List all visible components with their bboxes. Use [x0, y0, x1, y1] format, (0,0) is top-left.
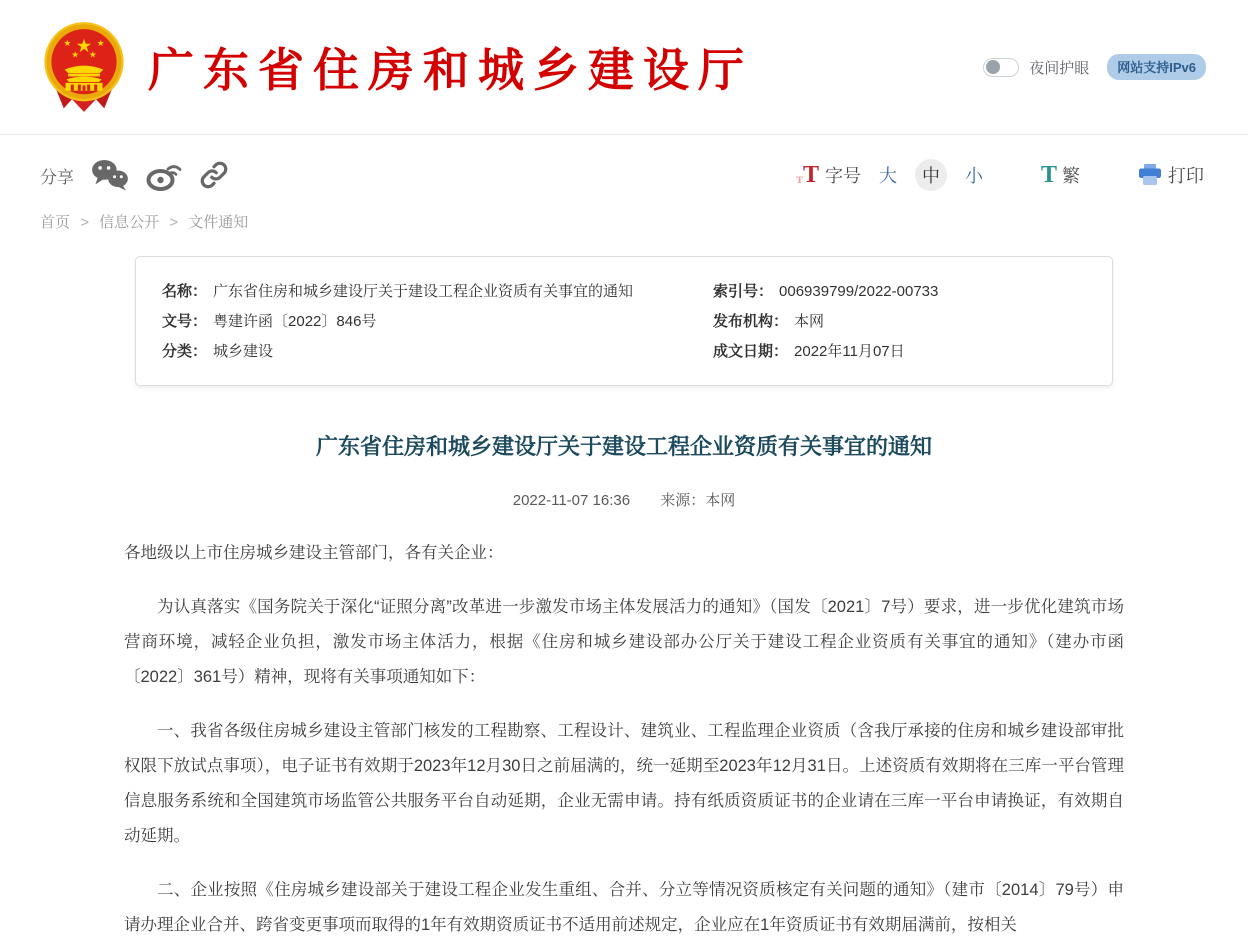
- article-paragraph: 二、企业按照《住房城乡建设部关于建设工程企业发生重组、合并、分立等情况资质核定有关问题的通知》（建市〔2014〕79号）申请办理企业合并、跨省变更事项而取得的1年有效期资质证书不适用前述规定，企业应在1年资质证书有效期届满前，按相关: [124, 881, 1124, 934]
- font-size-icon-large-t: T: [802, 162, 819, 188]
- article-source: 来源：本网: [660, 492, 736, 509]
- night-mode-toggle[interactable]: [983, 58, 1019, 77]
- svg-text:★: ★: [75, 36, 93, 58]
- doc-info-right-column: [713, 277, 1112, 367]
- share-group: [40, 159, 229, 191]
- font-size-label: 字号: [824, 166, 861, 186]
- copy-link-icon[interactable]: [199, 160, 229, 190]
- print-button[interactable]: [1138, 162, 1204, 188]
- doc-index-row: [713, 277, 1112, 307]
- doc-number-label: 文号：: [162, 313, 208, 330]
- print-label: 打印: [1168, 166, 1204, 186]
- toggle-knob-icon: [986, 60, 1000, 74]
- article-title: 广东省住房和城乡建设厅关于建设工程企业资质有关事宜的通知: [315, 434, 932, 459]
- traditional-chinese-label: 繁: [1062, 166, 1080, 186]
- weibo-share-icon[interactable]: [146, 159, 182, 191]
- article-paragraph: 为认真落实《国务院关于深化“证照分离”改革进一步激发市场主体发展活力的通知》（国发〔2021〕7号）要求，进一步优化建筑市场营商环境，减轻企业负担，激发市场主体活力，根据《住房和城乡建设部办公厅关于建设工程企业资质有关事宜的通知》（建办市函〔2022〕361号）精神，现将有关事项通知如下：: [124, 598, 1124, 686]
- doc-name-value: 广东省住房和城乡建设厅关于建设工程企业资质有关事宜的通知: [213, 283, 634, 300]
- doc-publisher-label: 发布机构：: [713, 313, 789, 330]
- night-mode-label: 夜间护眼: [1029, 59, 1090, 77]
- doc-name-label: 名称：: [162, 283, 208, 300]
- header-right-controls: [983, 54, 1206, 80]
- doc-number-value: 粤建许函〔2022〕846号: [213, 313, 377, 330]
- breadcrumb-separator: >: [80, 214, 89, 231]
- doc-date-row: [713, 337, 1112, 367]
- text-controls-group: [796, 159, 1204, 191]
- doc-name-row: [162, 277, 713, 307]
- traditional-chinese-icon: T: [1040, 162, 1057, 188]
- doc-index-label: 索引号：: [713, 283, 774, 300]
- doc-index-value: 006939799/2022-00733: [779, 283, 939, 300]
- printer-icon: [1138, 164, 1162, 186]
- svg-text:★: ★: [96, 38, 105, 49]
- doc-date-value: 2022年11月07日: [794, 343, 905, 360]
- breadcrumb-info-disclosure[interactable]: 信息公开: [99, 214, 160, 231]
- doc-category-value: 城乡建设: [213, 343, 274, 360]
- font-size-large-button[interactable]: 大: [878, 166, 897, 186]
- share-label: 分享: [40, 167, 74, 187]
- doc-number-row: [162, 307, 713, 337]
- breadcrumb-home[interactable]: 首页: [40, 214, 71, 231]
- wechat-share-icon[interactable]: [91, 159, 129, 191]
- breadcrumb-separator: >: [169, 214, 179, 231]
- document-info-box: [135, 256, 1113, 386]
- font-size-icon: [796, 163, 819, 187]
- site-title: 广东省住房和城乡建设厅: [148, 45, 753, 96]
- traditional-chinese-button[interactable]: [1041, 162, 1080, 188]
- svg-text:★: ★: [71, 50, 80, 61]
- doc-category-label: 分类：: [162, 343, 208, 360]
- doc-info-left-column: [162, 277, 713, 367]
- doc-category-row: [162, 337, 713, 367]
- article-datetime: 2022-11-07 16:36: [512, 492, 631, 509]
- font-size-small-button[interactable]: 小: [964, 166, 983, 186]
- article-meta: [0, 489, 1248, 510]
- svg-text:★: ★: [63, 38, 72, 49]
- doc-date-label: 成文日期：: [713, 343, 789, 360]
- national-emblem-icon: [40, 20, 128, 114]
- breadcrumb: [0, 211, 1248, 232]
- svg-text:★: ★: [88, 50, 97, 61]
- article-toolbar: [0, 155, 1248, 195]
- breadcrumb-document-notices[interactable]: 文件通知: [188, 214, 249, 231]
- article-paragraph: 各地级以上市住房城乡建设主管部门，各有关企业：: [124, 544, 504, 562]
- article-paragraph: 一、我省各级住房城乡建设主管部门核发的工程勘察、工程设计、建筑业、工程监理企业资质（含我厅承接的住房和城乡建设部审批权限下放试点事项），电子证书有效期于2023年12月30日之前届满的，统一延期至2023年12月31日。上述资质有效期将在三库一平台管理信息服务系统和全国建筑市场监管公共服务平台自动延期，企业无需申请。持有纸质资质证书的企业请在三库一平台申请换证，有效期自动延期。: [124, 722, 1124, 845]
- font-size-icon-small-t: т: [796, 172, 803, 187]
- site-header: [0, 0, 1248, 135]
- ipv6-support-badge: 网站支持IPv6: [1107, 54, 1206, 80]
- doc-publisher-value: 本网: [794, 313, 825, 330]
- doc-publisher-row: [713, 307, 1112, 337]
- article-body: [124, 536, 1124, 943]
- font-size-medium-button[interactable]: 中: [915, 159, 947, 191]
